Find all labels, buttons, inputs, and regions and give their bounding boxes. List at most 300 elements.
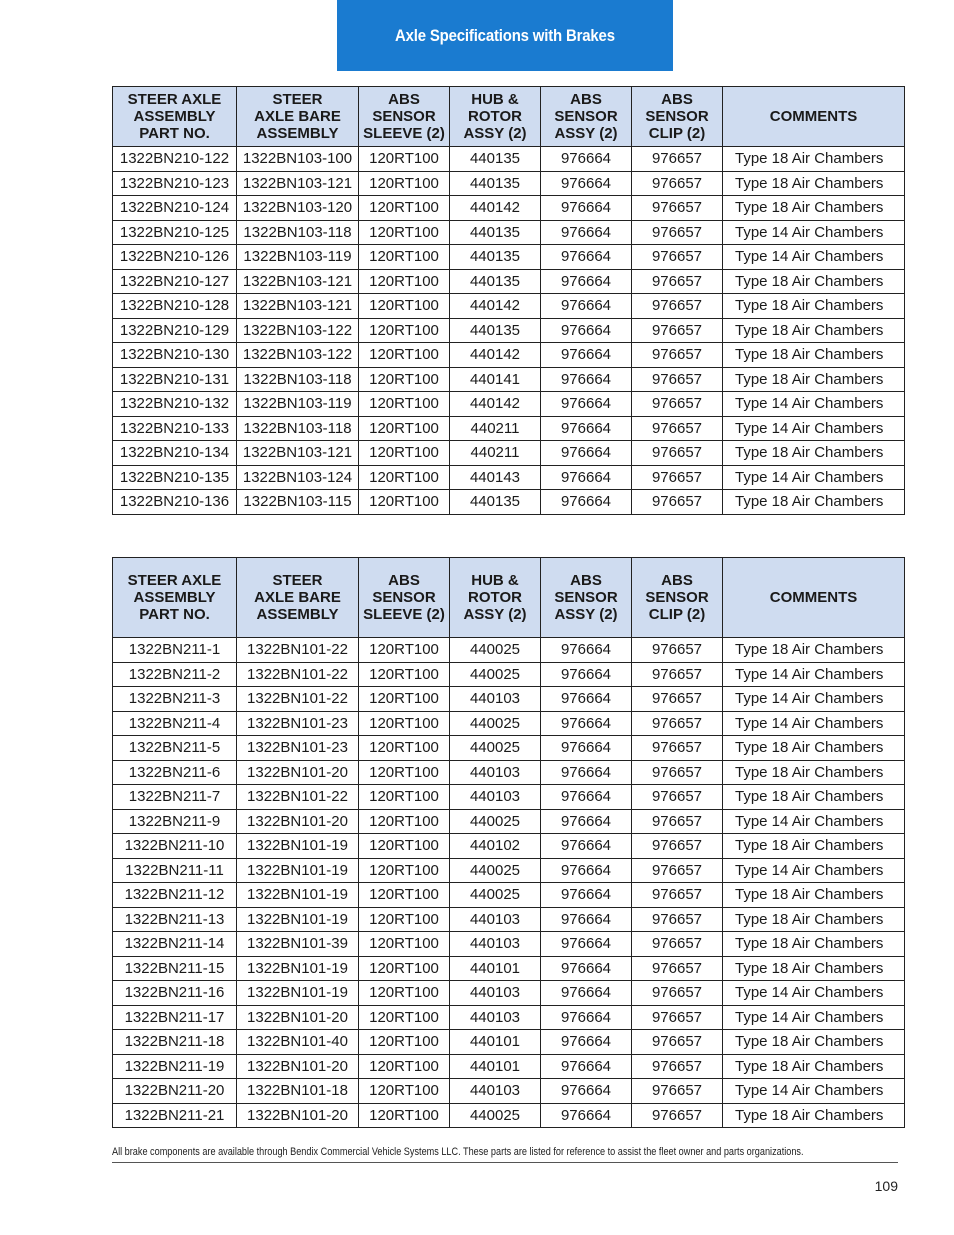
cell-sensor-assy: 976664 bbox=[541, 441, 632, 466]
cell-comments: Type 18 Air Chambers bbox=[723, 907, 905, 932]
cell-sensor-clip: 976657 bbox=[632, 1103, 723, 1128]
cell-bare-assembly: 1322BN101-22 bbox=[237, 638, 359, 663]
cell-bare-assembly: 1322BN101-39 bbox=[237, 932, 359, 957]
cell-bare-assembly: 1322BN103-100 bbox=[237, 147, 359, 172]
table-row bbox=[113, 490, 905, 515]
cell-comments: Type 18 Air Chambers bbox=[723, 367, 905, 392]
cell-sensor-clip: 976657 bbox=[632, 1079, 723, 1104]
cell-sensor-sleeve: 120RT100 bbox=[359, 392, 450, 417]
cell-sensor-assy: 976664 bbox=[541, 1054, 632, 1079]
header-line: COMMENTS bbox=[769, 589, 858, 606]
cell-sensor-sleeve: 120RT100 bbox=[359, 883, 450, 908]
cell-part-no: 1322BN211-20 bbox=[113, 1079, 237, 1104]
cell-bare-assembly: 1322BN101-19 bbox=[237, 858, 359, 883]
cell-hub-rotor: 440103 bbox=[450, 1079, 541, 1104]
cell-sensor-clip: 976657 bbox=[632, 1005, 723, 1030]
cell-sensor-assy: 976664 bbox=[541, 490, 632, 515]
cell-sensor-assy: 976664 bbox=[541, 932, 632, 957]
cell-bare-assembly: 1322BN101-20 bbox=[237, 809, 359, 834]
cell-sensor-clip: 976657 bbox=[632, 785, 723, 810]
cell-sensor-assy: 976664 bbox=[541, 858, 632, 883]
cell-part-no: 1322BN210-126 bbox=[113, 245, 237, 270]
header-line: SLEEVE (2) bbox=[363, 606, 445, 623]
cell-hub-rotor: 440142 bbox=[450, 343, 541, 368]
cell-sensor-clip: 976657 bbox=[632, 687, 723, 712]
table-row bbox=[113, 834, 905, 859]
cell-sensor-clip: 976657 bbox=[632, 1030, 723, 1055]
cell-bare-assembly: 1322BN101-20 bbox=[237, 1005, 359, 1030]
cell-hub-rotor: 440025 bbox=[450, 809, 541, 834]
cell-comments: Type 18 Air Chambers bbox=[723, 785, 905, 810]
cell-bare-assembly: 1322BN103-119 bbox=[237, 392, 359, 417]
cell-bare-assembly: 1322BN101-19 bbox=[237, 834, 359, 859]
cell-sensor-assy: 976664 bbox=[541, 294, 632, 319]
table-row bbox=[113, 809, 905, 834]
cell-sensor-clip: 976657 bbox=[632, 638, 723, 663]
table-row bbox=[113, 1030, 905, 1055]
header-line: ROTOR bbox=[468, 108, 522, 125]
cell-sensor-assy: 976664 bbox=[541, 662, 632, 687]
cell-comments: Type 18 Air Chambers bbox=[723, 171, 905, 196]
cell-sensor-clip: 976657 bbox=[632, 416, 723, 441]
cell-sensor-clip: 976657 bbox=[632, 932, 723, 957]
header-line: ROTOR bbox=[468, 589, 522, 606]
header-comments bbox=[723, 87, 905, 147]
table-row bbox=[113, 343, 905, 368]
cell-bare-assembly: 1322BN101-22 bbox=[237, 687, 359, 712]
header-part-no bbox=[113, 558, 237, 638]
cell-comments: Type 18 Air Chambers bbox=[723, 343, 905, 368]
page-number: 109 bbox=[874, 1178, 898, 1194]
cell-part-no: 1322BN211-1 bbox=[113, 638, 237, 663]
cell-part-no: 1322BN211-11 bbox=[113, 858, 237, 883]
cell-hub-rotor: 440135 bbox=[450, 147, 541, 172]
cell-sensor-assy: 976664 bbox=[541, 147, 632, 172]
header-line: SLEEVE (2) bbox=[363, 125, 445, 142]
cell-comments: Type 14 Air Chambers bbox=[723, 662, 905, 687]
header-hub-rotor bbox=[450, 558, 541, 638]
cell-hub-rotor: 440141 bbox=[450, 367, 541, 392]
cell-sensor-sleeve: 120RT100 bbox=[359, 662, 450, 687]
cell-comments: Type 14 Air Chambers bbox=[723, 809, 905, 834]
table-row bbox=[113, 465, 905, 490]
cell-sensor-sleeve: 120RT100 bbox=[359, 269, 450, 294]
cell-sensor-clip: 976657 bbox=[632, 220, 723, 245]
header-line: STEER bbox=[272, 572, 323, 589]
header-sensor-assy bbox=[541, 558, 632, 638]
cell-bare-assembly: 1322BN101-20 bbox=[237, 1054, 359, 1079]
cell-sensor-sleeve: 120RT100 bbox=[359, 343, 450, 368]
cell-bare-assembly: 1322BN103-122 bbox=[237, 343, 359, 368]
cell-sensor-clip: 976657 bbox=[632, 736, 723, 761]
cell-sensor-assy: 976664 bbox=[541, 392, 632, 417]
cell-part-no: 1322BN210-123 bbox=[113, 171, 237, 196]
cell-sensor-sleeve: 120RT100 bbox=[359, 638, 450, 663]
cell-comments: Type 18 Air Chambers bbox=[723, 269, 905, 294]
table-row bbox=[113, 981, 905, 1006]
cell-sensor-clip: 976657 bbox=[632, 441, 723, 466]
cell-sensor-clip: 976657 bbox=[632, 711, 723, 736]
cell-hub-rotor: 440025 bbox=[450, 711, 541, 736]
cell-hub-rotor: 440135 bbox=[450, 245, 541, 270]
cell-sensor-clip: 976657 bbox=[632, 834, 723, 859]
cell-comments: Type 18 Air Chambers bbox=[723, 1054, 905, 1079]
header-line: PART NO. bbox=[139, 125, 210, 142]
cell-part-no: 1322BN211-15 bbox=[113, 956, 237, 981]
cell-part-no: 1322BN211-16 bbox=[113, 981, 237, 1006]
header-bare-assembly bbox=[237, 87, 359, 147]
table-header-row bbox=[113, 558, 905, 638]
cell-sensor-clip: 976657 bbox=[632, 956, 723, 981]
cell-hub-rotor: 440103 bbox=[450, 760, 541, 785]
cell-hub-rotor: 440103 bbox=[450, 785, 541, 810]
cell-sensor-assy: 976664 bbox=[541, 171, 632, 196]
cell-part-no: 1322BN210-128 bbox=[113, 294, 237, 319]
cell-sensor-clip: 976657 bbox=[632, 465, 723, 490]
header-line: ASSY (2) bbox=[554, 125, 618, 142]
cell-comments: Type 14 Air Chambers bbox=[723, 711, 905, 736]
cell-sensor-sleeve: 120RT100 bbox=[359, 981, 450, 1006]
cell-part-no: 1322BN211-6 bbox=[113, 760, 237, 785]
cell-part-no: 1322BN210-122 bbox=[113, 147, 237, 172]
table-row bbox=[113, 785, 905, 810]
cell-sensor-assy: 976664 bbox=[541, 834, 632, 859]
cell-sensor-sleeve: 120RT100 bbox=[359, 687, 450, 712]
cell-sensor-sleeve: 120RT100 bbox=[359, 1054, 450, 1079]
cell-sensor-sleeve: 120RT100 bbox=[359, 1103, 450, 1128]
header-line: COMMENTS bbox=[769, 108, 858, 125]
header-sensor-clip bbox=[632, 87, 723, 147]
cell-part-no: 1322BN211-5 bbox=[113, 736, 237, 761]
header-line: SENSOR bbox=[372, 108, 436, 125]
cell-hub-rotor: 440211 bbox=[450, 416, 541, 441]
cell-sensor-clip: 976657 bbox=[632, 760, 723, 785]
cell-sensor-assy: 976664 bbox=[541, 687, 632, 712]
cell-sensor-clip: 976657 bbox=[632, 196, 723, 221]
cell-part-no: 1322BN210-134 bbox=[113, 441, 237, 466]
cell-part-no: 1322BN211-21 bbox=[113, 1103, 237, 1128]
header-line: HUB & bbox=[471, 91, 519, 108]
cell-sensor-assy: 976664 bbox=[541, 809, 632, 834]
cell-sensor-assy: 976664 bbox=[541, 416, 632, 441]
header-line: SENSOR bbox=[645, 589, 709, 606]
table-row bbox=[113, 269, 905, 294]
cell-part-no: 1322BN210-133 bbox=[113, 416, 237, 441]
header-line: HUB & bbox=[471, 572, 519, 589]
header-line: AXLE BARE bbox=[254, 108, 341, 125]
cell-sensor-assy: 976664 bbox=[541, 196, 632, 221]
cell-sensor-sleeve: 120RT100 bbox=[359, 809, 450, 834]
cell-comments: Type 14 Air Chambers bbox=[723, 465, 905, 490]
table-row bbox=[113, 736, 905, 761]
cell-hub-rotor: 440025 bbox=[450, 736, 541, 761]
header-sensor-sleeve bbox=[359, 558, 450, 638]
cell-part-no: 1322BN211-12 bbox=[113, 883, 237, 908]
cell-sensor-clip: 976657 bbox=[632, 367, 723, 392]
table-row bbox=[113, 760, 905, 785]
cell-sensor-sleeve: 120RT100 bbox=[359, 736, 450, 761]
table-row bbox=[113, 1005, 905, 1030]
cell-sensor-clip: 976657 bbox=[632, 883, 723, 908]
axle-spec-table-211 bbox=[112, 557, 905, 1128]
cell-part-no: 1322BN211-4 bbox=[113, 711, 237, 736]
cell-sensor-assy: 976664 bbox=[541, 956, 632, 981]
cell-sensor-sleeve: 120RT100 bbox=[359, 416, 450, 441]
table-header-row bbox=[113, 87, 905, 147]
cell-part-no: 1322BN211-10 bbox=[113, 834, 237, 859]
cell-sensor-clip: 976657 bbox=[632, 981, 723, 1006]
cell-sensor-sleeve: 120RT100 bbox=[359, 367, 450, 392]
cell-sensor-clip: 976657 bbox=[632, 490, 723, 515]
cell-hub-rotor: 440102 bbox=[450, 834, 541, 859]
cell-hub-rotor: 440103 bbox=[450, 932, 541, 957]
table-row bbox=[113, 907, 905, 932]
cell-bare-assembly: 1322BN103-122 bbox=[237, 318, 359, 343]
table-row bbox=[113, 1054, 905, 1079]
table-row bbox=[113, 220, 905, 245]
table-row bbox=[113, 687, 905, 712]
cell-comments: Type 18 Air Chambers bbox=[723, 318, 905, 343]
cell-hub-rotor: 440103 bbox=[450, 1005, 541, 1030]
cell-comments: Type 18 Air Chambers bbox=[723, 147, 905, 172]
table-row bbox=[113, 147, 905, 172]
header-line: ABS bbox=[661, 91, 693, 108]
table-row bbox=[113, 638, 905, 663]
cell-hub-rotor: 440101 bbox=[450, 1030, 541, 1055]
header-line: AXLE BARE bbox=[254, 589, 341, 606]
cell-hub-rotor: 440135 bbox=[450, 318, 541, 343]
table-row bbox=[113, 245, 905, 270]
cell-hub-rotor: 440101 bbox=[450, 1054, 541, 1079]
table-row bbox=[113, 662, 905, 687]
cell-comments: Type 18 Air Chambers bbox=[723, 956, 905, 981]
cell-comments: Type 18 Air Chambers bbox=[723, 932, 905, 957]
cell-sensor-clip: 976657 bbox=[632, 269, 723, 294]
cell-comments: Type 14 Air Chambers bbox=[723, 392, 905, 417]
cell-part-no: 1322BN210-136 bbox=[113, 490, 237, 515]
table-row bbox=[113, 932, 905, 957]
cell-sensor-sleeve: 120RT100 bbox=[359, 147, 450, 172]
cell-part-no: 1322BN211-13 bbox=[113, 907, 237, 932]
cell-sensor-sleeve: 120RT100 bbox=[359, 858, 450, 883]
table-row bbox=[113, 1079, 905, 1104]
cell-bare-assembly: 1322BN101-20 bbox=[237, 760, 359, 785]
cell-comments: Type 14 Air Chambers bbox=[723, 220, 905, 245]
cell-hub-rotor: 440103 bbox=[450, 687, 541, 712]
cell-part-no: 1322BN210-130 bbox=[113, 343, 237, 368]
cell-sensor-sleeve: 120RT100 bbox=[359, 220, 450, 245]
header-line: SENSOR bbox=[372, 589, 436, 606]
table-row bbox=[113, 294, 905, 319]
cell-sensor-sleeve: 120RT100 bbox=[359, 834, 450, 859]
table-row bbox=[113, 441, 905, 466]
cell-part-no: 1322BN210-129 bbox=[113, 318, 237, 343]
cell-comments: Type 18 Air Chambers bbox=[723, 490, 905, 515]
cell-bare-assembly: 1322BN101-18 bbox=[237, 1079, 359, 1104]
cell-bare-assembly: 1322BN101-19 bbox=[237, 956, 359, 981]
cell-sensor-sleeve: 120RT100 bbox=[359, 785, 450, 810]
cell-part-no: 1322BN211-18 bbox=[113, 1030, 237, 1055]
cell-sensor-clip: 976657 bbox=[632, 907, 723, 932]
cell-bare-assembly: 1322BN103-118 bbox=[237, 220, 359, 245]
cell-sensor-assy: 976664 bbox=[541, 736, 632, 761]
cell-bare-assembly: 1322BN101-22 bbox=[237, 785, 359, 810]
table-row bbox=[113, 883, 905, 908]
cell-sensor-sleeve: 120RT100 bbox=[359, 711, 450, 736]
cell-sensor-clip: 976657 bbox=[632, 392, 723, 417]
cell-comments: Type 18 Air Chambers bbox=[723, 638, 905, 663]
cell-hub-rotor: 440103 bbox=[450, 907, 541, 932]
cell-sensor-assy: 976664 bbox=[541, 760, 632, 785]
cell-part-no: 1322BN211-17 bbox=[113, 1005, 237, 1030]
cell-bare-assembly: 1322BN103-121 bbox=[237, 269, 359, 294]
cell-sensor-clip: 976657 bbox=[632, 147, 723, 172]
cell-hub-rotor: 440025 bbox=[450, 883, 541, 908]
header-line: ABS bbox=[388, 572, 420, 589]
header-bare-assembly bbox=[237, 558, 359, 638]
cell-sensor-clip: 976657 bbox=[632, 809, 723, 834]
cell-sensor-clip: 976657 bbox=[632, 318, 723, 343]
cell-comments: Type 18 Air Chambers bbox=[723, 883, 905, 908]
header-line: ASSEMBLY bbox=[256, 125, 339, 142]
cell-bare-assembly: 1322BN103-119 bbox=[237, 245, 359, 270]
cell-hub-rotor: 440142 bbox=[450, 196, 541, 221]
cell-hub-rotor: 440143 bbox=[450, 465, 541, 490]
cell-comments: Type 18 Air Chambers bbox=[723, 441, 905, 466]
table-row bbox=[113, 367, 905, 392]
cell-sensor-assy: 976664 bbox=[541, 907, 632, 932]
header-line: STEER bbox=[272, 91, 323, 108]
cell-sensor-assy: 976664 bbox=[541, 1005, 632, 1030]
header-line: SENSOR bbox=[554, 589, 618, 606]
header-line: ABS bbox=[570, 91, 602, 108]
cell-sensor-sleeve: 120RT100 bbox=[359, 490, 450, 515]
header-sensor-clip bbox=[632, 558, 723, 638]
table-row bbox=[113, 711, 905, 736]
header-line: ABS bbox=[570, 572, 602, 589]
cell-bare-assembly: 1322BN101-19 bbox=[237, 981, 359, 1006]
cell-bare-assembly: 1322BN103-121 bbox=[237, 294, 359, 319]
cell-comments: Type 18 Air Chambers bbox=[723, 196, 905, 221]
header-sensor-assy bbox=[541, 87, 632, 147]
cell-bare-assembly: 1322BN101-22 bbox=[237, 662, 359, 687]
cell-hub-rotor: 440103 bbox=[450, 981, 541, 1006]
table-row bbox=[113, 318, 905, 343]
cell-sensor-assy: 976664 bbox=[541, 1103, 632, 1128]
cell-sensor-sleeve: 120RT100 bbox=[359, 171, 450, 196]
cell-bare-assembly: 1322BN101-23 bbox=[237, 711, 359, 736]
cell-part-no: 1322BN210-131 bbox=[113, 367, 237, 392]
cell-sensor-clip: 976657 bbox=[632, 662, 723, 687]
cell-sensor-assy: 976664 bbox=[541, 1030, 632, 1055]
cell-sensor-sleeve: 120RT100 bbox=[359, 318, 450, 343]
cell-part-no: 1322BN210-135 bbox=[113, 465, 237, 490]
cell-hub-rotor: 440135 bbox=[450, 171, 541, 196]
header-line: ASSEMBLY bbox=[256, 606, 339, 623]
cell-comments: Type 18 Air Chambers bbox=[723, 834, 905, 859]
cell-sensor-sleeve: 120RT100 bbox=[359, 196, 450, 221]
header-line: ABS bbox=[388, 91, 420, 108]
cell-part-no: 1322BN211-7 bbox=[113, 785, 237, 810]
header-line: ASSEMBLY bbox=[133, 108, 216, 125]
cell-sensor-assy: 976664 bbox=[541, 220, 632, 245]
cell-hub-rotor: 440025 bbox=[450, 1103, 541, 1128]
cell-comments: Type 18 Air Chambers bbox=[723, 736, 905, 761]
cell-bare-assembly: 1322BN103-120 bbox=[237, 196, 359, 221]
cell-sensor-clip: 976657 bbox=[632, 343, 723, 368]
table-row bbox=[113, 956, 905, 981]
cell-bare-assembly: 1322BN103-124 bbox=[237, 465, 359, 490]
cell-part-no: 1322BN211-9 bbox=[113, 809, 237, 834]
cell-sensor-clip: 976657 bbox=[632, 294, 723, 319]
cell-hub-rotor: 440135 bbox=[450, 269, 541, 294]
cell-bare-assembly: 1322BN103-118 bbox=[237, 367, 359, 392]
cell-hub-rotor: 440142 bbox=[450, 294, 541, 319]
cell-sensor-sleeve: 120RT100 bbox=[359, 1079, 450, 1104]
cell-hub-rotor: 440135 bbox=[450, 220, 541, 245]
cell-sensor-assy: 976664 bbox=[541, 1079, 632, 1104]
cell-sensor-assy: 976664 bbox=[541, 638, 632, 663]
cell-comments: Type 14 Air Chambers bbox=[723, 687, 905, 712]
cell-hub-rotor: 440211 bbox=[450, 441, 541, 466]
cell-sensor-sleeve: 120RT100 bbox=[359, 465, 450, 490]
cell-comments: Type 18 Air Chambers bbox=[723, 1103, 905, 1128]
header-line: CLIP (2) bbox=[648, 125, 706, 142]
cell-sensor-sleeve: 120RT100 bbox=[359, 760, 450, 785]
table-row bbox=[113, 171, 905, 196]
footnote-rule bbox=[112, 1162, 898, 1163]
cell-sensor-sleeve: 120RT100 bbox=[359, 1005, 450, 1030]
header-comments bbox=[723, 558, 905, 638]
cell-hub-rotor: 440025 bbox=[450, 662, 541, 687]
header-line: CLIP (2) bbox=[648, 606, 706, 623]
header-line: ABS bbox=[661, 572, 693, 589]
cell-comments: Type 14 Air Chambers bbox=[723, 245, 905, 270]
cell-sensor-clip: 976657 bbox=[632, 171, 723, 196]
cell-bare-assembly: 1322BN101-40 bbox=[237, 1030, 359, 1055]
header-hub-rotor bbox=[450, 87, 541, 147]
banner-title: Axle Specifications with Brakes bbox=[395, 25, 615, 45]
header-line: SENSOR bbox=[645, 108, 709, 125]
cell-sensor-sleeve: 120RT100 bbox=[359, 245, 450, 270]
cell-bare-assembly: 1322BN101-23 bbox=[237, 736, 359, 761]
cell-bare-assembly: 1322BN101-19 bbox=[237, 907, 359, 932]
cell-part-no: 1322BN210-125 bbox=[113, 220, 237, 245]
cell-bare-assembly: 1322BN103-121 bbox=[237, 171, 359, 196]
cell-comments: Type 18 Air Chambers bbox=[723, 294, 905, 319]
cell-part-no: 1322BN210-132 bbox=[113, 392, 237, 417]
cell-sensor-assy: 976664 bbox=[541, 883, 632, 908]
cell-sensor-sleeve: 120RT100 bbox=[359, 441, 450, 466]
cell-sensor-assy: 976664 bbox=[541, 981, 632, 1006]
cell-sensor-assy: 976664 bbox=[541, 711, 632, 736]
cell-bare-assembly: 1322BN103-121 bbox=[237, 441, 359, 466]
footnote: All brake components are available through Bendix Commercial Vehicle Systems LLC. These parts are listed for reference to assist the fleet owner and parts organizations. bbox=[112, 1146, 804, 1158]
cell-hub-rotor: 440025 bbox=[450, 638, 541, 663]
cell-sensor-clip: 976657 bbox=[632, 858, 723, 883]
header-line: STEER AXLE bbox=[127, 572, 222, 589]
cell-comments: Type 18 Air Chambers bbox=[723, 1030, 905, 1055]
table-row bbox=[113, 858, 905, 883]
table-row bbox=[113, 416, 905, 441]
cell-sensor-clip: 976657 bbox=[632, 1054, 723, 1079]
cell-hub-rotor: 440135 bbox=[450, 490, 541, 515]
cell-part-no: 1322BN211-14 bbox=[113, 932, 237, 957]
header-line: ASSY (2) bbox=[463, 606, 527, 623]
header-sensor-sleeve bbox=[359, 87, 450, 147]
section-banner bbox=[337, 0, 673, 71]
cell-hub-rotor: 440142 bbox=[450, 392, 541, 417]
